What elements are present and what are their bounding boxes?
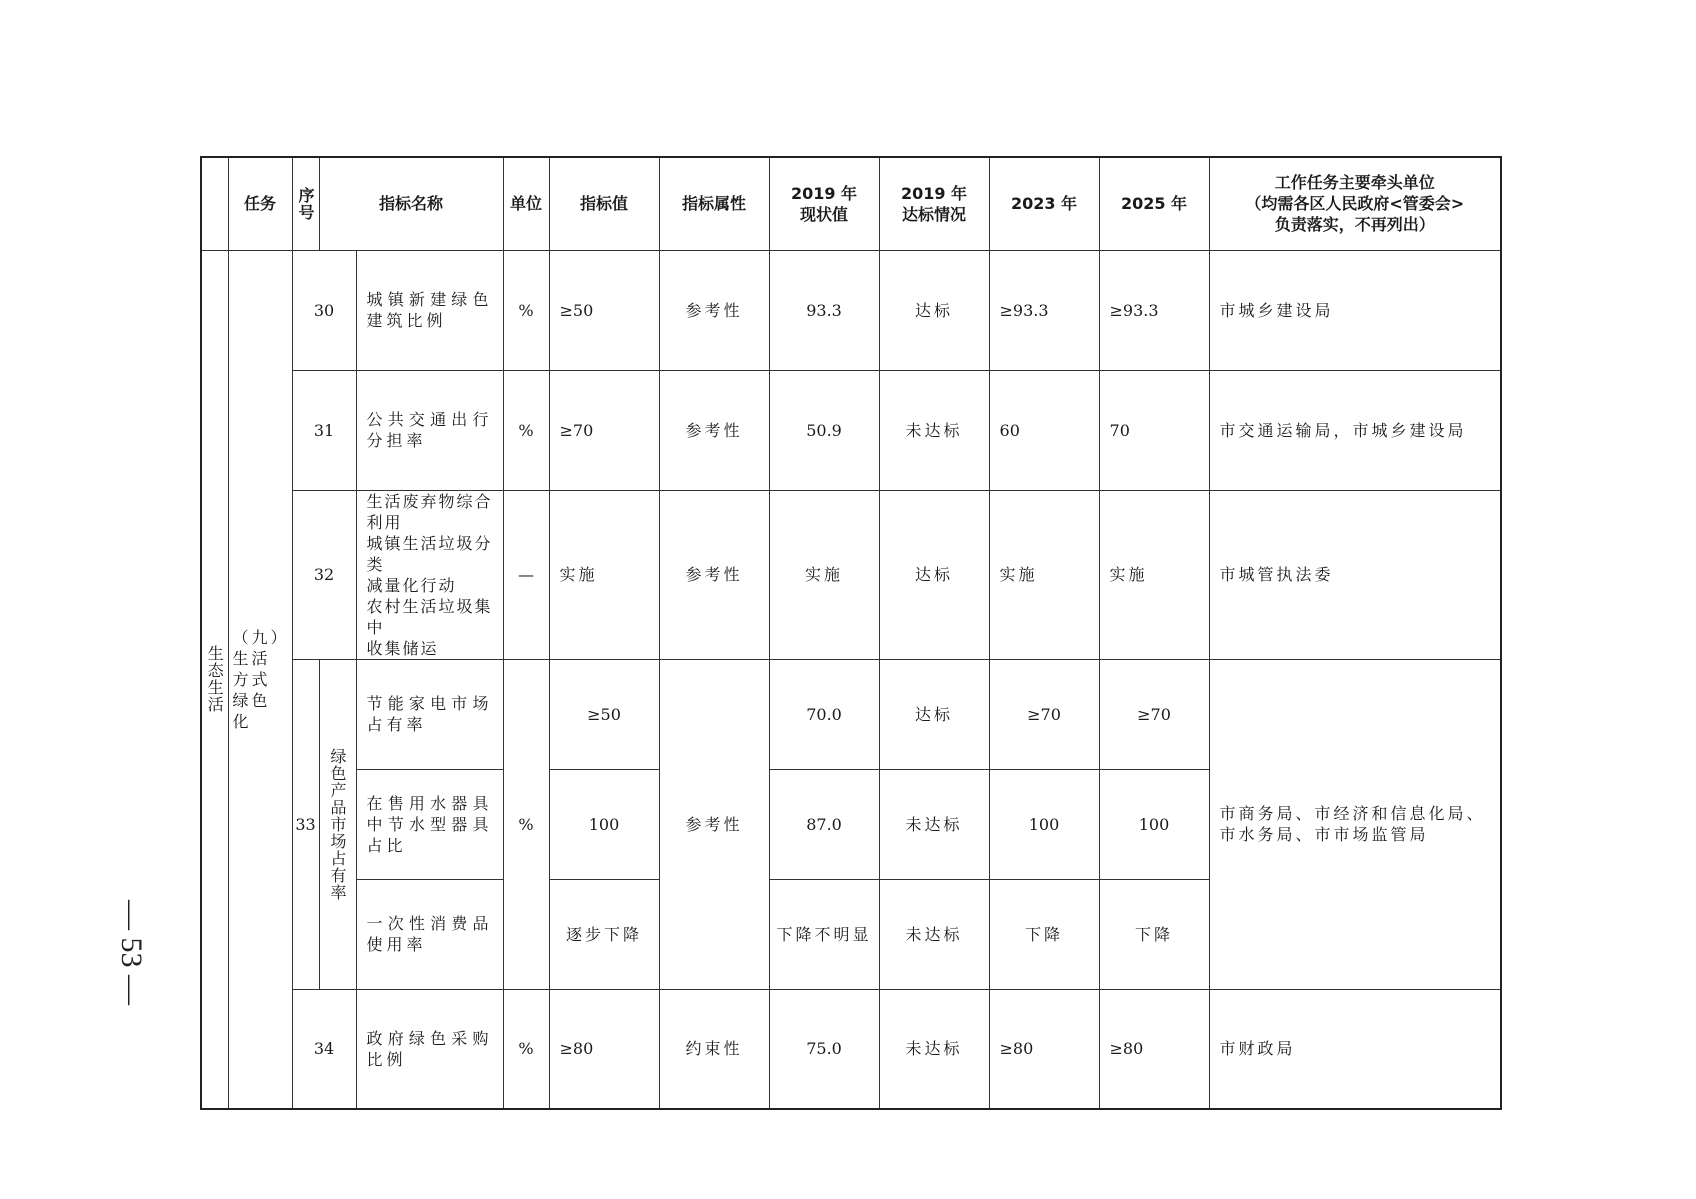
indicator-name-cell: 生活废弃物综合利用 城镇生活垃圾分类 减量化行动 农村生活垃圾集中 收集储运 [356, 490, 503, 659]
table-row-33-a [201, 659, 1501, 769]
attribute-cell: 约束性 [659, 989, 769, 1109]
group-name-cell: 绿色产品市场占有率 [319, 659, 356, 989]
value-cell: ≥50 [549, 250, 659, 370]
target-2023-cell: 60 [989, 370, 1099, 490]
attribute-cell: 参考性 [659, 659, 769, 989]
target-2025-cell: ≥80 [1099, 989, 1209, 1109]
header-unit: 单位 [503, 157, 549, 250]
indicator-name-cell: 公共交通出行分担率 [356, 370, 503, 490]
seq-cell: 30 [292, 250, 356, 370]
target-2023-cell: 100 [989, 769, 1099, 879]
reach-2019-cell: 达标 [879, 250, 989, 370]
value-cell: 实施 [549, 490, 659, 659]
header-attribute: 指标属性 [659, 157, 769, 250]
target-2023-cell: ≥80 [989, 989, 1099, 1109]
unit-cell: % [503, 370, 549, 490]
attribute-cell: 参考性 [659, 370, 769, 490]
header-seq: 序号 [292, 157, 319, 250]
status-2019-cell: 87.0 [769, 769, 879, 879]
seq-cell: 33 [292, 659, 319, 989]
target-2023-cell: 实施 [989, 490, 1099, 659]
value-cell: ≥50 [549, 659, 659, 769]
header-indicator-name: 指标名称 [319, 157, 503, 250]
target-2025-cell: 实施 [1099, 490, 1209, 659]
header-2025: 2025 年 [1099, 157, 1209, 250]
status-2019-cell: 下降不明显 [769, 879, 879, 989]
table-row-30 [201, 250, 1501, 370]
header-value: 指标值 [549, 157, 659, 250]
seq-cell: 34 [292, 989, 356, 1109]
page-number: — 53 — [115, 900, 148, 1005]
lead-unit-cell: 市财政局 [1209, 989, 1501, 1109]
reach-2019-cell: 未达标 [879, 769, 989, 879]
task-cell: （九）生活方式绿色化 [228, 250, 292, 1109]
value-cell: ≥80 [549, 989, 659, 1109]
seq-cell: 32 [292, 490, 356, 659]
target-2025-cell: ≥70 [1099, 659, 1209, 769]
unit-cell: % [503, 659, 549, 989]
header-2023: 2023 年 [989, 157, 1099, 250]
lead-unit-cell: 市商务局、市经济和信息化局、市水务局、市市场监管局 [1209, 659, 1501, 989]
target-2023-cell: ≥93.3 [989, 250, 1099, 370]
table-row-31 [201, 370, 1501, 490]
target-2023-cell: 下降 [989, 879, 1099, 989]
category-cell: 生态生活 [201, 250, 228, 1109]
reach-2019-cell: 未达标 [879, 879, 989, 989]
indicator-name-cell: 政府绿色采购比例 [356, 989, 503, 1109]
target-2025-cell: 下降 [1099, 879, 1209, 989]
target-2025-cell: 70 [1099, 370, 1209, 490]
table-row-32 [201, 490, 1501, 659]
value-cell: ≥70 [549, 370, 659, 490]
status-2019-cell: 50.9 [769, 370, 879, 490]
table-row-34 [201, 989, 1501, 1109]
indicator-table [200, 156, 1502, 1110]
sub-indicator-name-cell: 在售用水器具中节水型器具占比 [356, 769, 503, 879]
value-cell: 逐步下降 [549, 879, 659, 989]
unit-cell: % [503, 250, 549, 370]
value-cell: 100 [549, 769, 659, 879]
status-2019-cell: 93.3 [769, 250, 879, 370]
table-header-row [201, 157, 1501, 250]
header-2019-reach: 2019 年 达标情况 [879, 157, 989, 250]
lead-unit-cell: 市城乡建设局 [1209, 250, 1501, 370]
reach-2019-cell: 达标 [879, 490, 989, 659]
attribute-cell: 参考性 [659, 250, 769, 370]
lead-unit-cell: 市城管执法委 [1209, 490, 1501, 659]
header-task: 任务 [228, 157, 292, 250]
status-2019-cell: 实施 [769, 490, 879, 659]
unit-cell: — [503, 490, 549, 659]
header-blank [201, 157, 228, 250]
reach-2019-cell: 达标 [879, 659, 989, 769]
target-2023-cell: ≥70 [989, 659, 1099, 769]
indicator-name-cell: 城镇新建绿色建筑比例 [356, 250, 503, 370]
sub-indicator-name-cell: 节能家电市场占有率 [356, 659, 503, 769]
reach-2019-cell: 未达标 [879, 989, 989, 1109]
header-2019-status: 2019 年 现状值 [769, 157, 879, 250]
status-2019-cell: 75.0 [769, 989, 879, 1109]
attribute-cell: 参考性 [659, 490, 769, 659]
lead-unit-cell: 市交通运输局，市城乡建设局 [1209, 370, 1501, 490]
target-2025-cell: 100 [1099, 769, 1209, 879]
header-lead-unit: 工作任务主要牵头单位 （均需各区人民政府<管委会> 负责落实，不再列出） [1209, 157, 1501, 250]
unit-cell: % [503, 989, 549, 1109]
target-2025-cell: ≥93.3 [1099, 250, 1209, 370]
sub-indicator-name-cell: 一次性消费品使用率 [356, 879, 503, 989]
seq-cell: 31 [292, 370, 356, 490]
reach-2019-cell: 未达标 [879, 370, 989, 490]
status-2019-cell: 70.0 [769, 659, 879, 769]
